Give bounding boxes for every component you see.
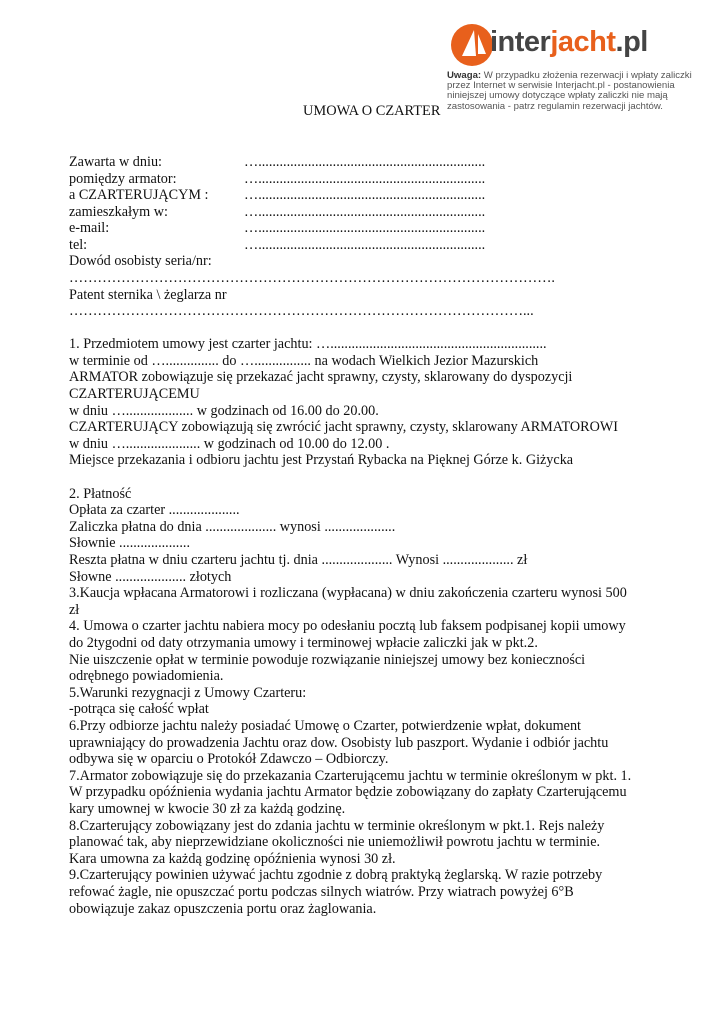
section-1-line: w terminie od …............... do …................ na wodach Wielkich Jezior Mazurskich	[69, 353, 539, 369]
section-1-line: ARMATOR zobowiązuje się przekazać jacht sprawny, czysty, sklarowany do dyspozycji	[69, 369, 573, 385]
terms-line: planować tak, aby nieprzewidziane okoliczności nie uniemożliwił powrotu jachtu w terminie.	[69, 834, 601, 850]
document-title: UMOWA O CZARTER	[303, 103, 441, 119]
field-value: …................................................................	[244, 237, 486, 253]
terms-line: kary umownej w kwocie 30 zł za każdą godzinę.	[69, 801, 346, 817]
field-contract-date	[69, 154, 486, 170]
field-email	[69, 220, 486, 236]
logo-sail-icon	[450, 22, 494, 68]
notice-label: Uwaga:	[447, 70, 482, 81]
section-1-line: w dniu …................... w godzinach od 16.00 do 20.00.	[69, 403, 379, 419]
terms-line: zł	[69, 602, 80, 618]
logo-part-pl: .pl	[615, 26, 648, 58]
terms-line: refować żagle, nie opuszczać portu podczas silnych wiatrów. Przy wiatrach powyżej 6°B	[69, 884, 574, 900]
logo-part-inter: inter	[490, 26, 551, 58]
terms-line: Opłata za czarter ....................	[69, 502, 240, 518]
terms-line: 3.Kaucja wpłacana Armatorowi i rozliczana (wypłacana) w dniu zakończenia czarteru wynosi 500	[69, 585, 627, 601]
field-value: …................................................................	[244, 204, 486, 220]
patent-dots: ……………………………………………………………………………………...	[69, 303, 534, 319]
terms-line: obowiązuje zakaz opuszczenia portu oraz żaglowania.	[69, 901, 377, 917]
field-phone	[69, 237, 486, 253]
terms-line: Nie uiszczenie opłat w terminie powoduje rozwiązanie niniejszej umowy bez konieczności	[69, 652, 586, 668]
terms-line: W przypadku opóźnienia wydania jachtu Armator będzie zobowiązany do zapłaty Czarterującemu	[69, 784, 627, 800]
section-1-line: Miejsce przekazania i odbioru jachtu jest Przystań Rybacka na Pięknej Górze k. Giżycka	[69, 452, 574, 468]
logo-wordmark	[490, 26, 648, 59]
terms-line: -potrąca się całość wpłat	[69, 701, 209, 717]
notice-line-3: niniejszej umowy dotyczące wpłaty zaliczki nie mają	[447, 90, 668, 102]
field-label: a CZARTERUJĄCYM :	[69, 187, 209, 203]
field-label: Zawarta w dniu:	[69, 154, 162, 170]
terms-line: odbywa się w oparciu o Protokół Zdawczo – Odbiorczy.	[69, 751, 389, 767]
notice-box	[447, 71, 692, 112]
id-label: Dowód osobisty seria/nr:	[69, 253, 212, 269]
field-label: pomiędzy armator:	[69, 171, 177, 187]
field-value: …................................................................	[244, 154, 486, 170]
terms-line: 5.Warunki rezygnacji z Umowy Czarteru:	[69, 685, 307, 701]
field-label: zamieszkałym w:	[69, 204, 168, 220]
notice-line-4: zastosowania - patrz regulamin rezerwacji jachtów.	[447, 100, 663, 112]
terms-line: 9.Czarterujący powinien używać jachtu zgodnie z dobrą praktyką żeglarską. W razie potrzeby	[69, 867, 603, 883]
terms-line: Kara umowna za każdą godzinę opóźnienia wynosi 30 zł.	[69, 851, 396, 867]
section-1-line: 1. Przedmiotem umowy jest czarter jachtu: ….............................................................	[69, 336, 547, 352]
field-label: e-mail:	[69, 220, 110, 236]
terms-line: 8.Czarterujący zobowiązany jest do zdania jachtu w terminie określonym w pkt.1. Rejs należy	[69, 818, 605, 834]
logo-part-jacht: jacht	[550, 26, 616, 58]
section-1-line: CZARTERUJĄCEMU	[69, 386, 200, 402]
terms-line: uprawniający do prowadzenia Jachtu oraz dow. Osobisty lub paszport. Wydanie i odbiór jachtu	[69, 735, 609, 751]
terms-line: 6.Przy odbiorze jachtu należy posiadać Umowę o Czarter, potwierdzenie wpłat, dokument	[69, 718, 581, 734]
terms-line: Zaliczka płatna do dnia .................... wynosi ....................	[69, 519, 396, 535]
terms-line: 2. Płatność	[69, 486, 132, 502]
section-1-line: w dniu …..................... w godzinach od 10.00 do 12.00 .	[69, 436, 390, 452]
id-dots: ………………………………………………………………………………………….	[69, 270, 555, 286]
field-value: …................................................................	[244, 171, 486, 187]
notice-line-2: przez Internet w serwisie Interjacht.pl - postanowienia	[447, 80, 675, 92]
field-value: …................................................................	[244, 220, 486, 236]
terms-line: odrębnego powiadomienia.	[69, 668, 224, 684]
notice-line-1: W przypadku złożenia rezerwacji i wpłaty zaliczki	[481, 70, 692, 81]
patent-label: Patent sternika \ żeglarza nr	[69, 287, 227, 303]
logo	[450, 18, 690, 70]
terms-line: Słownie ....................	[69, 535, 190, 551]
field-value: …................................................................	[244, 187, 486, 203]
terms-line: 7.Armator zobowiązuje się do przekazania Czarterującemu jachtu w terminie określonym w pkt. 1.	[69, 768, 632, 784]
terms-line: Reszta płatna w dniu czarteru jachtu tj. dnia .................... Wynosi .................... zł	[69, 552, 528, 568]
field-residence	[69, 204, 486, 220]
section-1-line: CZARTERUJĄCY zobowiązują się zwrócić jacht sprawny, czysty, sklarowany ARMATOROWI	[69, 419, 618, 435]
field-charterer	[69, 187, 486, 203]
field-owner	[69, 171, 486, 187]
terms-line: Słowne .................... złotych	[69, 569, 232, 585]
field-label: tel:	[69, 237, 88, 253]
terms-line: do 2tygodni od daty otrzymania umowy i terminowej wpłacie zaliczki jak w pkt.2.	[69, 635, 538, 651]
terms-line: 4. Umowa o czarter jachtu nabiera mocy po odesłaniu pocztą lub faksem podpisanej kopii umowy	[69, 618, 626, 634]
